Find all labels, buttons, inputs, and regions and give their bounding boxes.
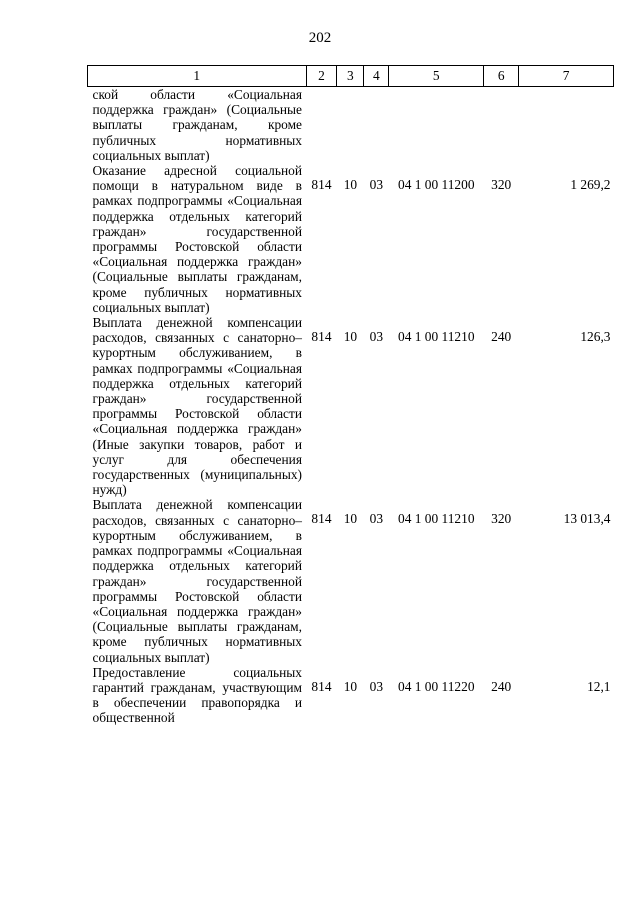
row-code: 814 xyxy=(311,678,332,694)
row-amount: 126,3 xyxy=(580,329,611,345)
table-row xyxy=(88,163,614,315)
table-row xyxy=(88,665,614,726)
row-expense-type xyxy=(484,87,519,164)
row-target-article: 04 1 00 11200 xyxy=(398,177,475,193)
row-target-article: 04 1 00 11210 xyxy=(398,511,475,527)
row-target-article: 04 1 00 11210 xyxy=(398,329,475,345)
budget-table xyxy=(87,65,614,726)
row-section: 10 xyxy=(343,678,358,694)
row-description: Предоставление социальных гарантий гражданам, участвующим в обеспечении правопорядка и общественной xyxy=(92,664,302,726)
page-number: 202 xyxy=(308,30,332,46)
header-col-6: 6 xyxy=(484,66,519,87)
row-target-article: 04 1 00 11220 xyxy=(398,678,475,694)
row-amount xyxy=(519,87,614,164)
row-expense-type: 320 xyxy=(491,177,512,193)
row-amount: 1 269,2 xyxy=(570,177,611,193)
header-row xyxy=(88,66,614,87)
row-description: Выплата денежной компенсации расходов, связанных с санаторно–курортным обслуживанием, в рамках подпрограммы «Социальная поддержка отдельных категорий граждан» государственной программы Ростовской области «Социальная поддержка граждан» (Социальные выплаты гражданам, кроме публичных нормативных социальных выплат) xyxy=(92,497,302,665)
row-code xyxy=(306,87,337,164)
row-code: 814 xyxy=(311,511,332,527)
row-subsection: 03 xyxy=(369,678,384,694)
row-section: 10 xyxy=(343,177,358,193)
row-section: 10 xyxy=(343,329,358,345)
row-subsection: 03 xyxy=(369,329,384,345)
header-col-1: 1 xyxy=(88,66,307,87)
row-code: 814 xyxy=(311,177,332,193)
row-description: ской области «Социальная поддержка граждан» (Социальные выплаты гражданам, кроме публичных нормативных социальных выплат) xyxy=(92,87,302,163)
row-section: 10 xyxy=(343,511,358,527)
row-section xyxy=(337,87,364,164)
row-amount: 12,1 xyxy=(587,678,611,694)
table-row xyxy=(88,315,614,497)
row-description: Оказание адресной социальной помощи в натуральном виде в рамках подпрограммы «Социальная поддержка отдельных категорий граждан» государственной программы Ростовской области «Социальная поддержка граждан» (Социальные выплаты гражданам, кроме публичных нормативных социальных выплат) xyxy=(92,163,302,315)
header-col-5: 5 xyxy=(389,66,484,87)
table-row xyxy=(88,87,614,164)
header-col-3: 3 xyxy=(337,66,364,87)
header-col-4: 4 xyxy=(364,66,389,87)
row-expense-type: 240 xyxy=(491,678,512,694)
row-expense-type: 240 xyxy=(491,329,512,345)
header-col-7: 7 xyxy=(519,66,614,87)
row-amount: 13 013,4 xyxy=(563,511,611,527)
table-row xyxy=(88,497,614,664)
header-col-2: 2 xyxy=(306,66,337,87)
row-subsection: 03 xyxy=(369,511,384,527)
row-code: 814 xyxy=(311,329,332,345)
row-subsection: 03 xyxy=(369,177,384,193)
row-subsection xyxy=(364,87,389,164)
row-target-article xyxy=(389,87,484,164)
row-expense-type: 320 xyxy=(491,511,512,527)
row-description: Выплата денежной компенсации расходов, связанных с санаторно–курортным обслуживанием, в рамках подпрограммы «Социальная поддержка отдельных категорий граждан» государственной программы Ростовской области «Социальная поддержка граждан» (Иные закупки товаров, работ и услуг для обеспечения государственных (муниципальных) нужд) xyxy=(92,315,302,498)
